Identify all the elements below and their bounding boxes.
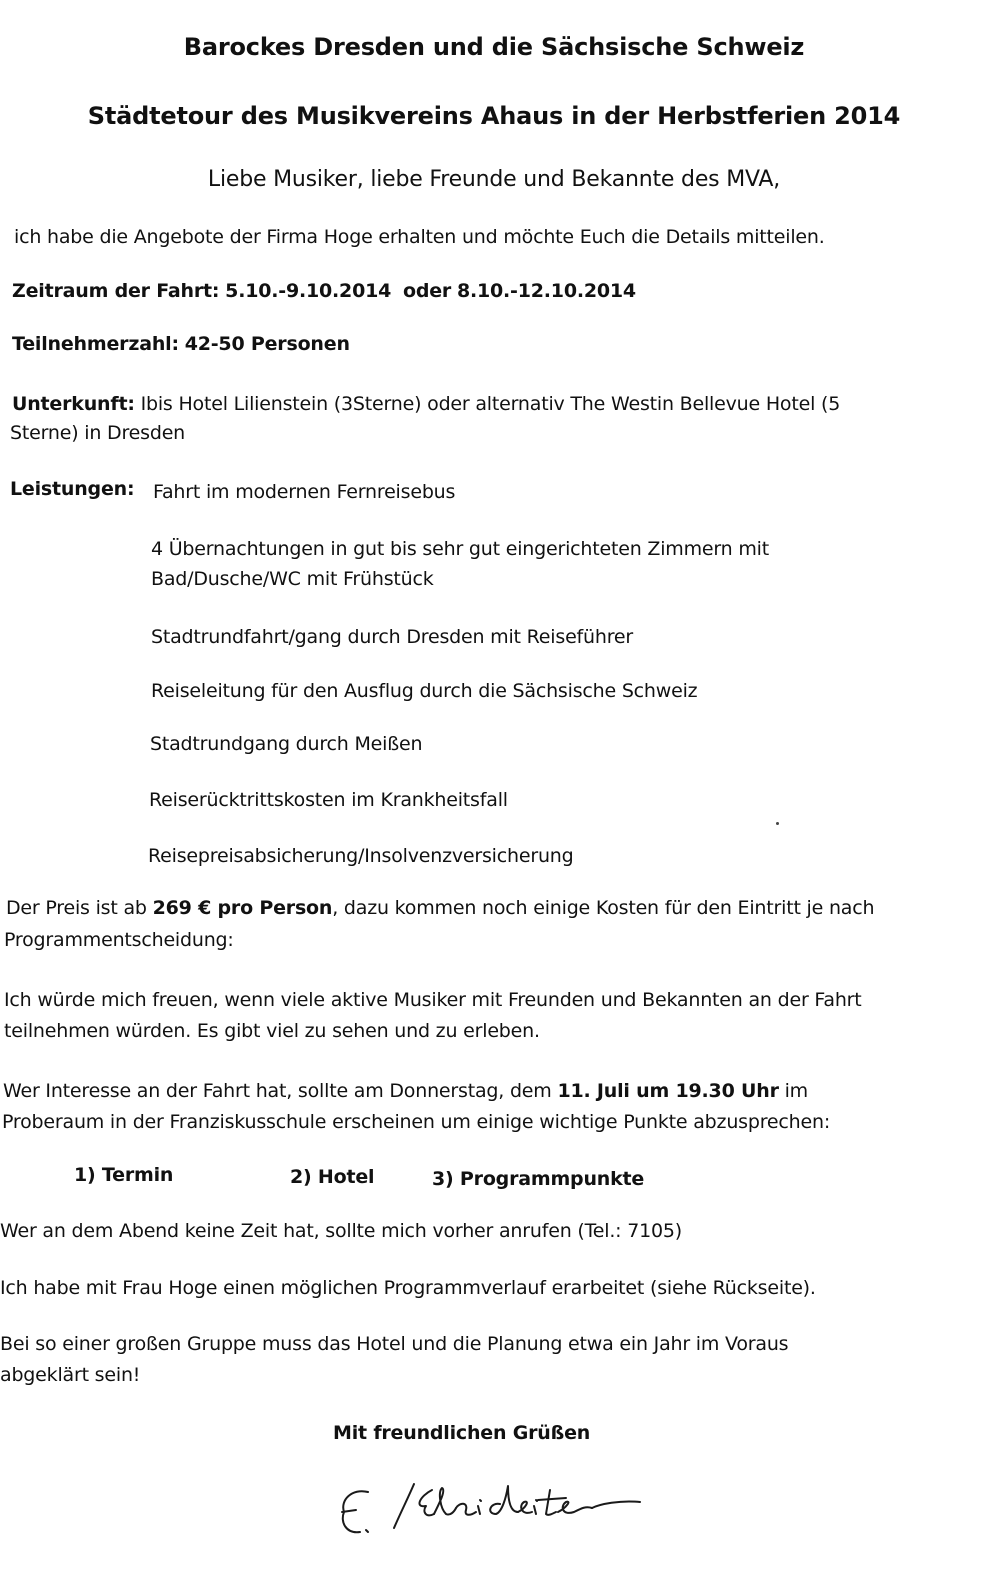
- preis-amount: 269 € pro Person: [152, 897, 333, 919]
- signature-stroke: [478, 1506, 480, 1514]
- freuen-line-1: Ich würde mich freuen, wenn viele aktive Musiker mit Freunden und Bekannten an der Fahrt: [4, 989, 862, 1011]
- leistung-item: 4 Übernachtungen in gut bis sehr gut eingerichteten Zimmern mit: [151, 538, 769, 560]
- zeitraum-label: Zeitraum der Fahrt:: [12, 280, 220, 302]
- teilnehmer-value: 42-50 Personen: [184, 333, 350, 355]
- title-line-1: Barockes Dresden und die Sächsische Schweiz: [183, 33, 805, 61]
- signature: [330, 1468, 660, 1552]
- intro-text: ich habe die Angebote der Firma Hoge erhalten und möchte Euch die Details mitteilen.: [14, 226, 825, 248]
- signature-stroke: [536, 1500, 537, 1501]
- anrufen-text: Wer an dem Abend keine Zeit hat, sollte mich vorher anrufen (Tel.: 7105): [0, 1220, 682, 1242]
- closing-text: Mit freundlichen Grüßen: [333, 1422, 591, 1444]
- zeitraum-line: [12, 276, 636, 306]
- signature-stroke: [434, 1488, 456, 1515]
- title-line-2: Städtetour des Musikvereins Ahaus in der Herbstferien 2014: [87, 102, 901, 130]
- interesse-prefix: Wer Interesse an der Fahrt hat, sollte am Donnerstag, dem: [3, 1080, 558, 1102]
- unterkunft-label: Unterkunft:: [12, 393, 135, 415]
- signature-stroke: [456, 1504, 476, 1515]
- zeitraum-connector: oder: [402, 280, 452, 302]
- leistung-item: Stadtrundfahrt/gang durch Dresden mit Reiseführer: [151, 626, 634, 648]
- leistung-item: Bad/Dusche/WC mit Frühstück: [151, 568, 434, 590]
- signature-stroke: [490, 1486, 518, 1514]
- preis-suffix: , dazu kommen noch einige Kosten für den Eintritt je nach: [332, 897, 875, 919]
- signature-stroke: [480, 1500, 481, 1501]
- signature-stroke: [419, 1490, 434, 1515]
- leistung-item: Fahrt im modernen Fernreisebus: [153, 481, 456, 503]
- unterkunft-text-2: Sterne) in Dresden: [10, 422, 186, 444]
- teilnehmer-line: [12, 329, 350, 359]
- interesse-date: 11. Juli um 19.30 Uhr: [557, 1080, 779, 1102]
- planung-line-1: Bei so einer großen Gruppe muss das Hotel und die Planung etwa ein Jahr im Voraus: [0, 1333, 789, 1355]
- scan-speck: [776, 822, 779, 825]
- signature-stroke: [394, 1484, 414, 1528]
- signature-stroke: [534, 1506, 536, 1514]
- leistungen-label: Leistungen:: [10, 478, 135, 500]
- leistung-item: Reiserücktrittskosten im Krankheitsfall: [149, 789, 508, 811]
- signature-stroke: [366, 1530, 368, 1532]
- interesse-suffix: im: [778, 1080, 808, 1102]
- signature-stroke: [518, 1502, 532, 1513]
- preis-line-2: Programmentscheidung:: [4, 929, 234, 951]
- interesse-line-1: [3, 1076, 808, 1106]
- punkt-hotel: 2) Hotel: [290, 1166, 375, 1188]
- leistung-item: Reiseleitung für den Ausflug durch die Sächsische Schweiz: [151, 680, 698, 702]
- preis-prefix: Der Preis ist ab: [6, 897, 153, 919]
- signature-stroke: [592, 1501, 640, 1508]
- teilnehmer-label: Teilnehmerzahl:: [12, 333, 179, 355]
- zeitraum-option-1: 5.10.-9.10.2014: [225, 280, 392, 302]
- unterkunft-text-1: Ibis Hotel Lilienstein (3Sterne) oder alternativ The Westin Bellevue Hotel (5: [140, 393, 841, 415]
- leistung-item: Reisepreisabsicherung/Insolvenzversicherung: [148, 845, 574, 867]
- leistung-item: Stadtrundgang durch Meißen: [150, 733, 423, 755]
- signature-stroke: [546, 1490, 556, 1515]
- zeitraum-option-2: 8.10.-12.10.2014: [456, 280, 636, 302]
- interesse-line-2: Proberaum in der Franziskusschule erscheinen um einige wichtige Punkte abzusprechen:: [2, 1111, 831, 1133]
- programm-text: Ich habe mit Frau Hoge einen möglichen Programmverlauf erarbeitet (siehe Rückseite).: [0, 1277, 816, 1299]
- punkt-termin: 1) Termin: [74, 1164, 174, 1186]
- freuen-line-2: teilnehmen würden. Es gibt viel zu sehen und zu erleben.: [4, 1020, 540, 1042]
- preis-line-1: [6, 893, 874, 923]
- signature-stroke: [538, 1498, 566, 1500]
- salutation: Liebe Musiker, liebe Freunde und Bekannte des MVA,: [207, 167, 781, 192]
- planung-line-2: abgeklärt sein!: [0, 1364, 141, 1386]
- punkt-programm: 3) Programmpunkte: [432, 1168, 645, 1190]
- signature-drawing: [330, 1468, 660, 1548]
- unterkunft-line-1: [12, 389, 840, 419]
- signature-stroke: [558, 1502, 592, 1513]
